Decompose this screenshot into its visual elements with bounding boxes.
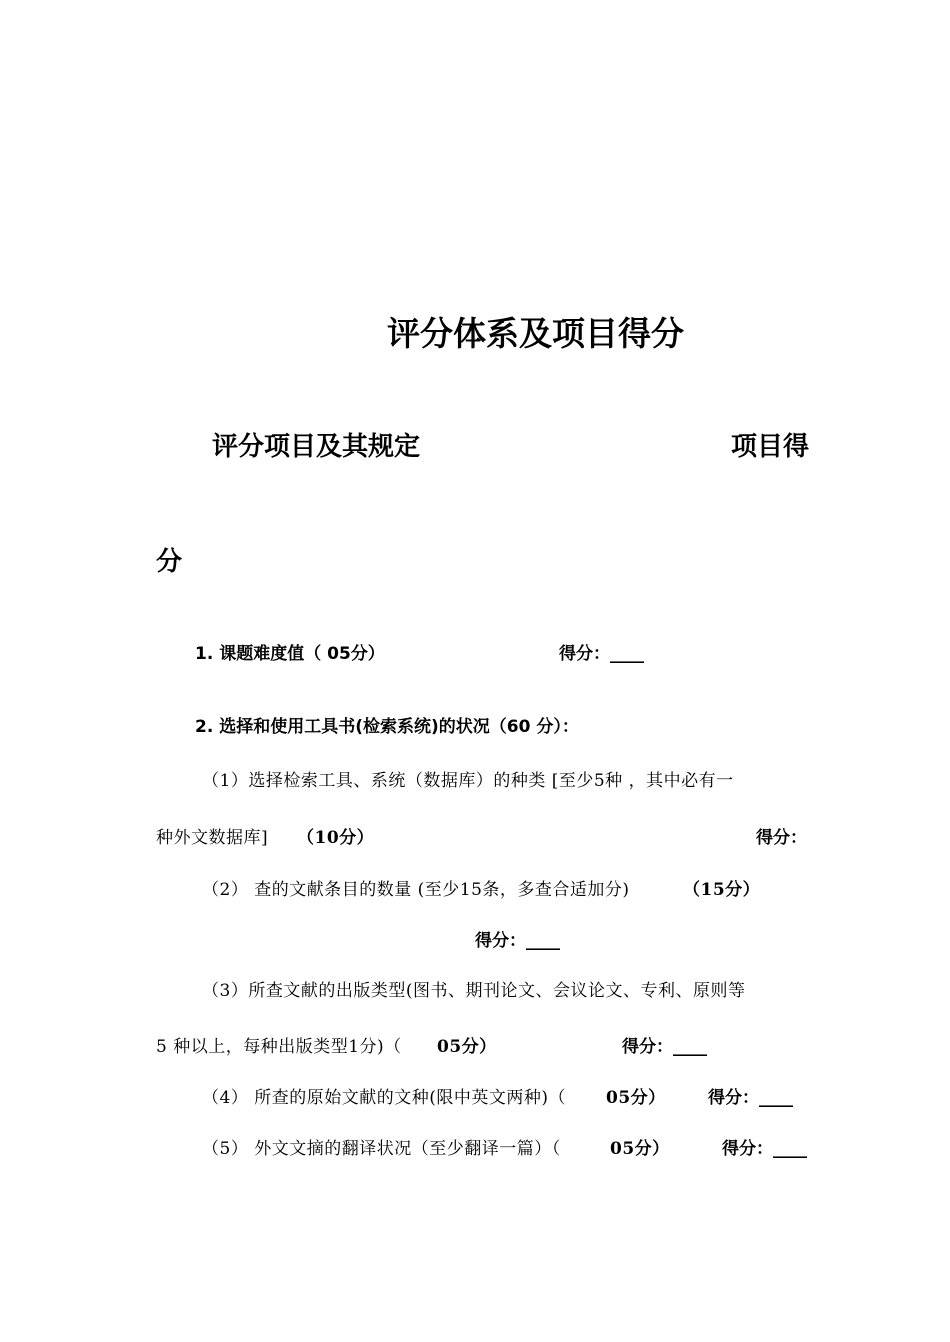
subitem-3-line2: 5 种以上，每种出版类型1分)（ [156,1037,402,1057]
subitem-2-points: （15分） [683,880,761,900]
subitem-4-score: 得分：____ [708,1088,793,1108]
subitem-5-score: 得分：____ [722,1139,807,1159]
item-1-label: 1. 课题难度值（ 05分） [195,644,385,664]
subitem-5-points: 05分） [610,1139,670,1159]
subitem-1-line1: （1）选择检索工具、系统（数据库）的种类 [至少5种 ，其中必有一 [202,771,734,791]
item-2-label: 2. 选择和使用工具书(检索系统)的状况（60 分）： [195,717,579,737]
subitem-3-score: 得分：____ [622,1037,707,1057]
subitem-1-score: 得分： [756,828,807,848]
subitem-1-line2: 种外文数据库] [156,828,269,848]
subitem-2-score: 得分：____ [475,931,560,951]
subitem-4-line1: （4） 所查的原始文献的文种(限中英文两种)（ [202,1088,566,1108]
subitem-5-line1: （5） 外文文摘的翻译状况（至少翻译一篇）（ [202,1139,561,1159]
header-right: 项目得 [731,432,810,462]
page-title: 评分体系及项目得分 [387,314,684,353]
item-1-score: 得分：____ [559,644,644,664]
subitem-3-line1: （3）所查文献的出版类型(图书、期刊论文、会议论文、专利、原则等 [202,981,746,1001]
subitem-4-points: 05分） [606,1088,666,1108]
subitem-1-points: （10分） [297,828,375,848]
header-wrap: 分 [156,547,183,577]
subitem-3-points: 05分） [437,1037,497,1057]
header-left: 评分项目及其规定 [212,432,421,462]
subitem-2-line1: （2） 查的文献条目的数量 (至少15条，多查合适加分) [202,880,630,900]
